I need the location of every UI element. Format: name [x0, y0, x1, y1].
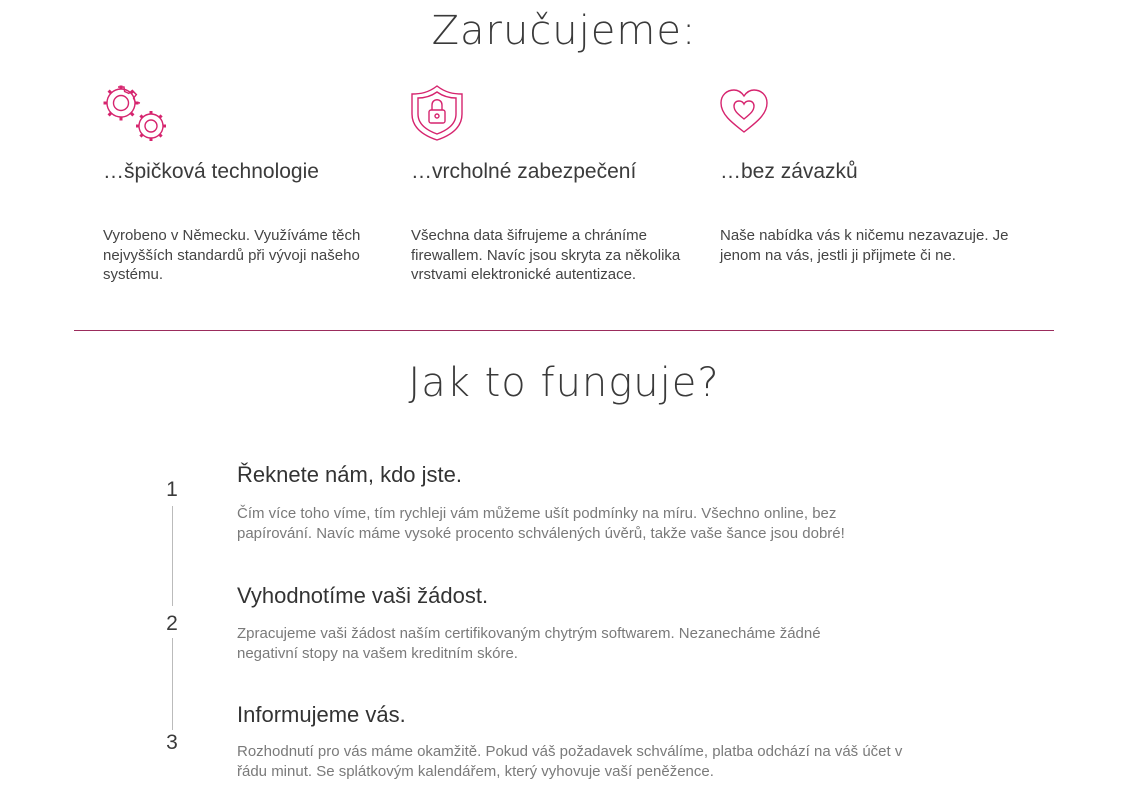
step-connector: [172, 638, 173, 730]
feature-text: Všechna data šifrujeme a chráníme firewallem. Navíc jsou skryta za několika vrstvami elektronické autentizace.: [411, 227, 681, 283]
step-text: Čím více toho víme, tím rychleji vám můžeme ušít podmínky na míru. Všechno online, bez papírování. Navíc máme vysoké procento schválených úvěrů, takže vaše šance jsou dobré!: [237, 505, 845, 542]
feature-heading: …špičková technologie: [103, 160, 319, 183]
feature-security: [410, 84, 681, 283]
gears-icon: [102, 84, 168, 142]
step-title: Informujeme vás.: [237, 702, 406, 727]
step-text: Rozhodnutí pro vás máme okamžitě. Pokud váš požadavek schválíme, platba odchází na váš účet v řádu minut. Se splátkovým kalendářem, který vyhovuje vaší peněžence.: [237, 743, 903, 780]
feature-no-commitment: [719, 84, 1009, 264]
feature-heading: …vrcholné zabezpečení: [411, 160, 637, 183]
guarantee-title: Zaručujeme:: [431, 8, 697, 54]
heart-icon: [719, 84, 785, 142]
step-connector: [172, 506, 173, 606]
feature-technology: [102, 84, 372, 283]
feature-heading: …bez závazků: [720, 160, 858, 183]
step-number: 2: [158, 612, 186, 636]
section-divider: [74, 330, 1054, 331]
how-it-works-title: Jak to funguje?: [408, 360, 720, 406]
feature-text: Naše nabídka vás k ničemu nezavazuje. Je jenom na vás, jestli ji přijmete či ne.: [720, 227, 1009, 264]
step-number: 3: [158, 731, 186, 755]
step-title: Vyhodnotíme vaši žádost.: [237, 583, 489, 608]
step-number: 1: [158, 478, 186, 502]
feature-text: Vyrobeno v Německu. Využíváme těch nejvyšších standardů při vývoji našeho systému.: [103, 227, 361, 283]
step-text: Zpracujeme vaši žádost naším certifikovaným chytrým softwarem. Nezanecháme žádné negativní stopy na vašem kreditním skóre.: [237, 625, 821, 662]
step-title: Řeknete nám, kdo jste.: [237, 462, 463, 487]
shield-lock-icon: [410, 84, 476, 142]
